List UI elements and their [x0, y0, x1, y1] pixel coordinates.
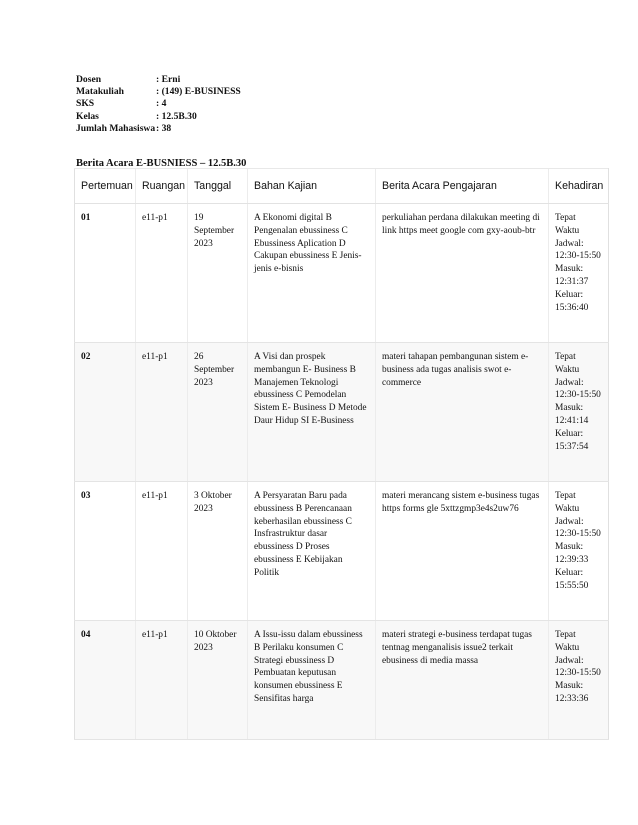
info-row-dosen	[76, 74, 241, 86]
cell-tanggal: 19 September 2023	[188, 204, 248, 343]
berita-acara-table	[74, 168, 609, 740]
info-row-sks	[76, 98, 241, 110]
table-header-row	[75, 169, 609, 204]
sks-value: : 4	[156, 98, 167, 110]
kelas-value: : 12.5B.30	[156, 110, 197, 122]
cell-bahan-kajian: A Issu-issu dalam ebussiness B Perilaku konsumen C Strategi ebussiness D Pembuatan keputusan konsumen ebussiness E Sensifitas harga	[248, 621, 376, 740]
header-bahan-kajian: Bahan Kajian	[248, 169, 376, 204]
matakuliah-label: Matakuliah	[76, 86, 124, 98]
table-row	[75, 621, 609, 740]
sks-label: SKS	[76, 98, 95, 110]
jumlah-label: Jumlah Mahasiswa	[76, 122, 156, 134]
cell-pertemuan: 01	[75, 204, 136, 343]
header-berita-acara: Berita Acara Pengajaran	[376, 169, 549, 204]
jumlah-value: : 38	[156, 122, 172, 134]
info-row-matakuliah	[76, 86, 241, 98]
cell-tanggal: 10 Oktober 2023	[188, 621, 248, 740]
cell-bahan-kajian: A Visi dan prospek membangun E- Business B Manajemen Teknologi ebussiness C Pemodelan Sistem E- Business D Metode Daur Hidup SI E-Business	[248, 343, 376, 482]
cell-tanggal: 26 September 2023	[188, 343, 248, 482]
matakuliah-value: : (149) E-BUSINESS	[156, 86, 241, 98]
cell-kehadiran: Tepat Waktu Jadwal: 12:30-15:50 Masuk: 12:31:37 Keluar: 15:36:40	[549, 204, 609, 343]
cell-pertemuan: 04	[75, 621, 136, 740]
cell-berita-acara: materi strategi e-business terdapat tugas tentnag menganalisis issue2 terkait ebusiness di media massa	[376, 621, 549, 740]
cell-kehadiran: Tepat Waktu Jadwal: 12:30-15:50 Masuk: 12:41:14 Keluar: 15:37:54	[549, 343, 609, 482]
section-title: Berita Acara E-BUSNIESS – 12.5B.30	[76, 158, 247, 169]
cell-kehadiran: Tepat Waktu Jadwal: 12:30-15:50 Masuk: 12:39:33 Keluar: 15:55:50	[549, 482, 609, 621]
table-row	[75, 204, 609, 343]
cell-kehadiran: Tepat Waktu Jadwal: 12:30-15:50 Masuk: 12:33:36	[549, 621, 609, 740]
dosen-value: : Erni	[156, 74, 181, 85]
table-row	[75, 482, 609, 621]
cell-pertemuan: 02	[75, 343, 136, 482]
kelas-label: Kelas	[76, 110, 99, 122]
cell-berita-acara: perkuliahan perdana dilakukan meeting di link https meet google com gxy-aoub-btr	[376, 204, 549, 343]
info-row-kelas	[76, 111, 241, 123]
cell-ruangan: e11-p1	[136, 621, 188, 740]
header-pertemuan: Pertemuan	[75, 169, 136, 204]
info-row-jumlah	[76, 123, 241, 135]
dosen-label: Dosen	[76, 74, 102, 85]
cell-berita-acara: materi tahapan pembangunan sistem e-business ada tugas analisis swot e-commerce	[376, 343, 549, 482]
cell-ruangan: e11-p1	[136, 204, 188, 343]
cell-ruangan: e11-p1	[136, 482, 188, 621]
header-tanggal: Tanggal	[188, 169, 248, 204]
cell-ruangan: e11-p1	[136, 343, 188, 482]
header-kehadiran: Kehadiran	[549, 169, 609, 204]
cell-tanggal: 3 Oktober 2023	[188, 482, 248, 621]
cell-berita-acara: materi merancang sistem e-business tugas https forms gle 5xttzgmp3e4s2uw76	[376, 482, 549, 621]
cell-pertemuan: 03	[75, 482, 136, 621]
table-row	[75, 343, 609, 482]
cell-bahan-kajian: A Ekonomi digital B Pengenalan ebussiness C Ebussiness Aplication D Cakupan ebussiness E Jenis-jenis e-bisnis	[248, 204, 376, 343]
course-info	[76, 74, 241, 135]
header-ruangan: Ruangan	[136, 169, 188, 204]
cell-bahan-kajian: A Persyaratan Baru pada ebussiness B Perencanaan keberhasilan ebussiness C Insfrastruktur dasar ebussiness D Proses ebussiness E Kebijakan Politik	[248, 482, 376, 621]
